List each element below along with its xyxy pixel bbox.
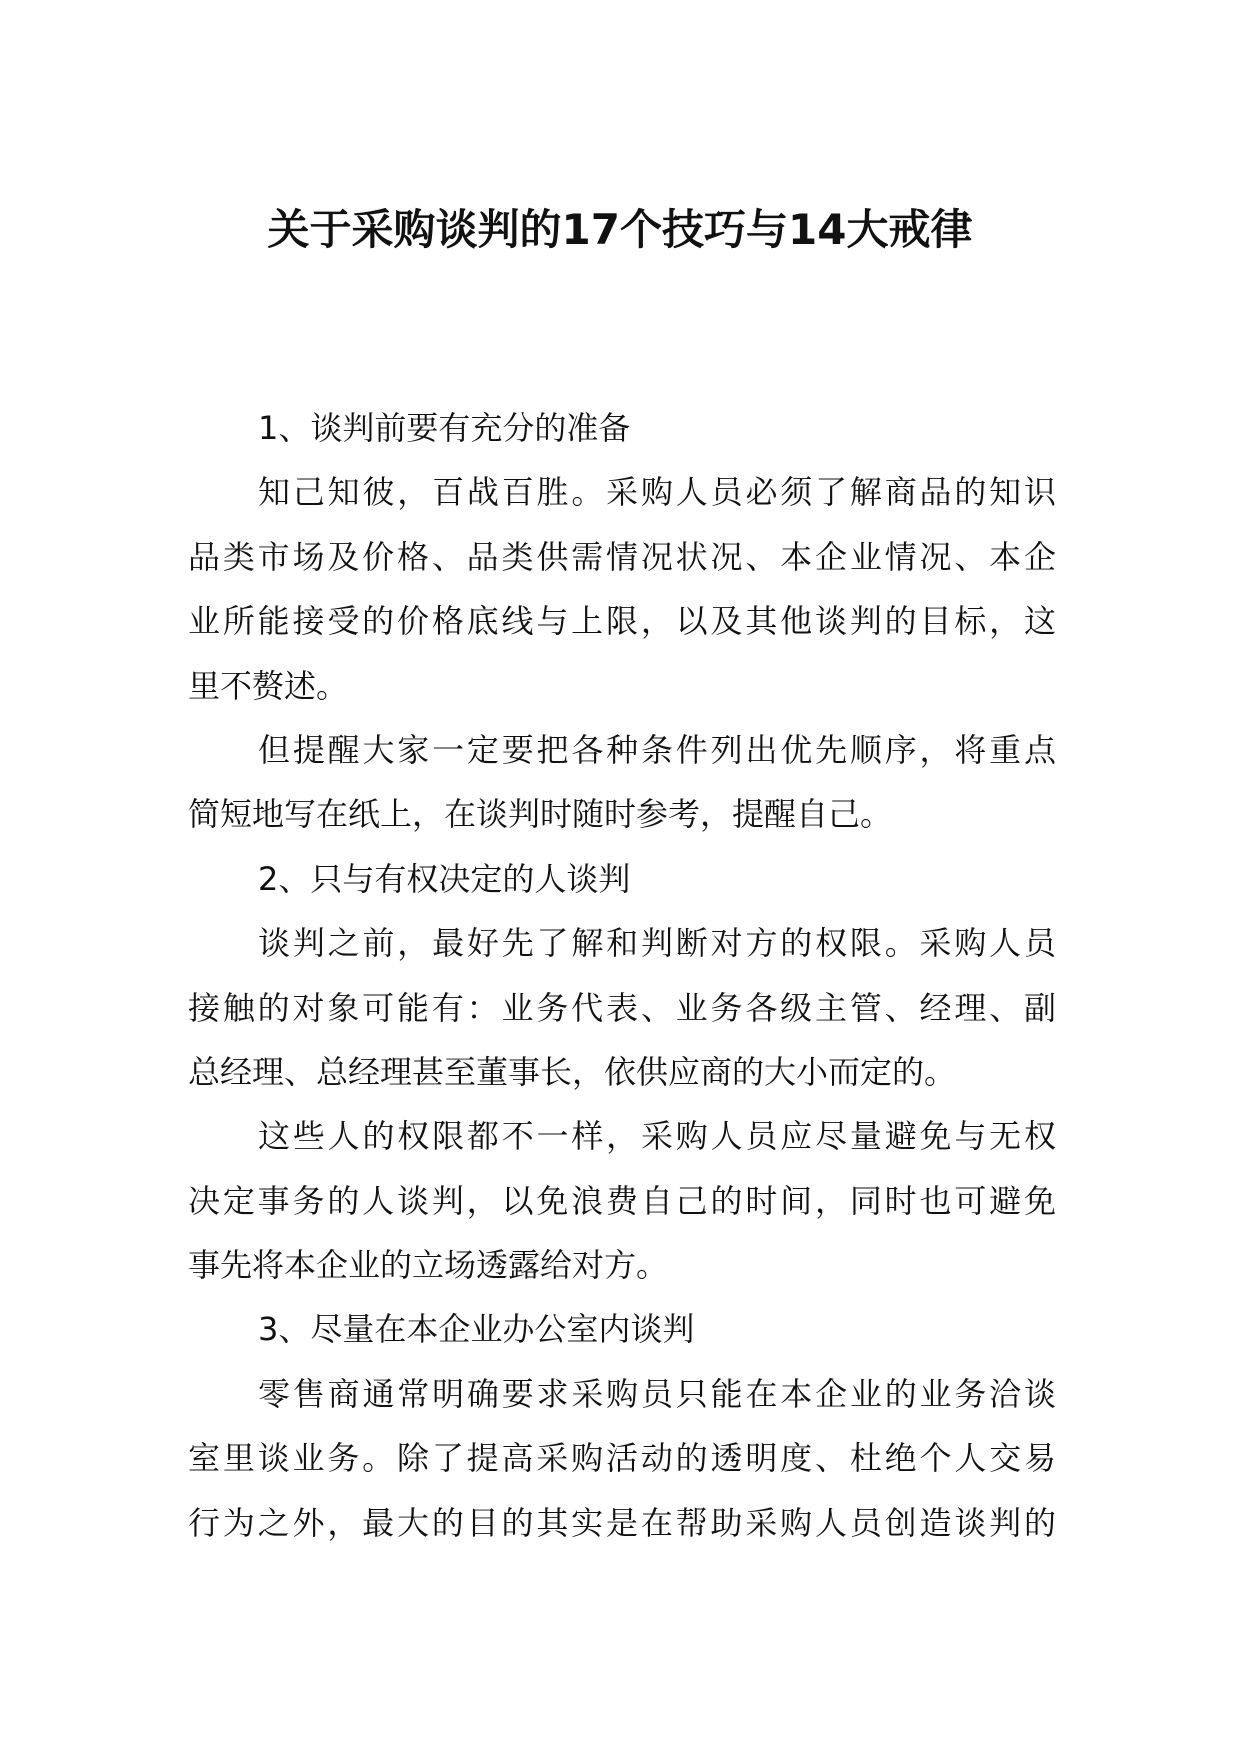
paragraph-line: 零售商通常明确要求采购员只能在本企业的业务洽谈 [258,1374,1056,1413]
paragraph-line: 谈判之前，最好先了解和判断对方的权限。采购人员 [258,924,1056,963]
paragraph-line: 简短地写在纸上，在谈判时随时参考，提醒自己。 [188,795,893,834]
paragraph-line: 接触的对象可能有：业务代表、业务各级主管、经理、副 [188,988,1056,1027]
paragraph-line: 知己知彼，百战百胜。采购人员必须了解商品的知识 [258,473,1056,512]
paragraph-line: 决定事务的人谈判，以免浪费自己的时间，同时也可避免 [188,1181,1056,1220]
paragraph-line: 但提醒大家一定要把各种条件列出优先顺序，将重点 [258,730,1056,769]
paragraph-line: 事先将本企业的立场透露给对方。 [188,1246,669,1285]
section-heading: 1、谈判前要有充分的准备 [258,409,631,447]
paragraph-line: 室里谈业务。除了提高采购活动的透明度、杜绝个人交易 [188,1439,1056,1478]
paragraph-line: 里不赘述。 [188,666,349,705]
paragraph-line: 品类市场及价格、品类供需情况状况、本企业情况、本企 [188,537,1056,576]
paragraph-line: 业所能接受的价格底线与上限，以及其他谈判的目标，这 [188,602,1056,641]
section-heading: 2、只与有权决定的人谈判 [258,859,631,898]
document-body [188,396,1056,1555]
document-title: 关于采购谈判的17个技巧与14大戒律 [267,205,973,254]
paragraph-line: 行为之外，最大的目的其实是在帮助采购人员创造谈判的 [188,1503,1056,1542]
paragraph-line: 总经理、总经理甚至董事长，依供应商的大小而定的。 [188,1052,957,1091]
section-heading: 3、尽量在本企业办公室内谈判 [258,1310,695,1349]
paragraph-line: 这些人的权限都不一样，采购人员应尽量避免与无权 [258,1117,1056,1156]
